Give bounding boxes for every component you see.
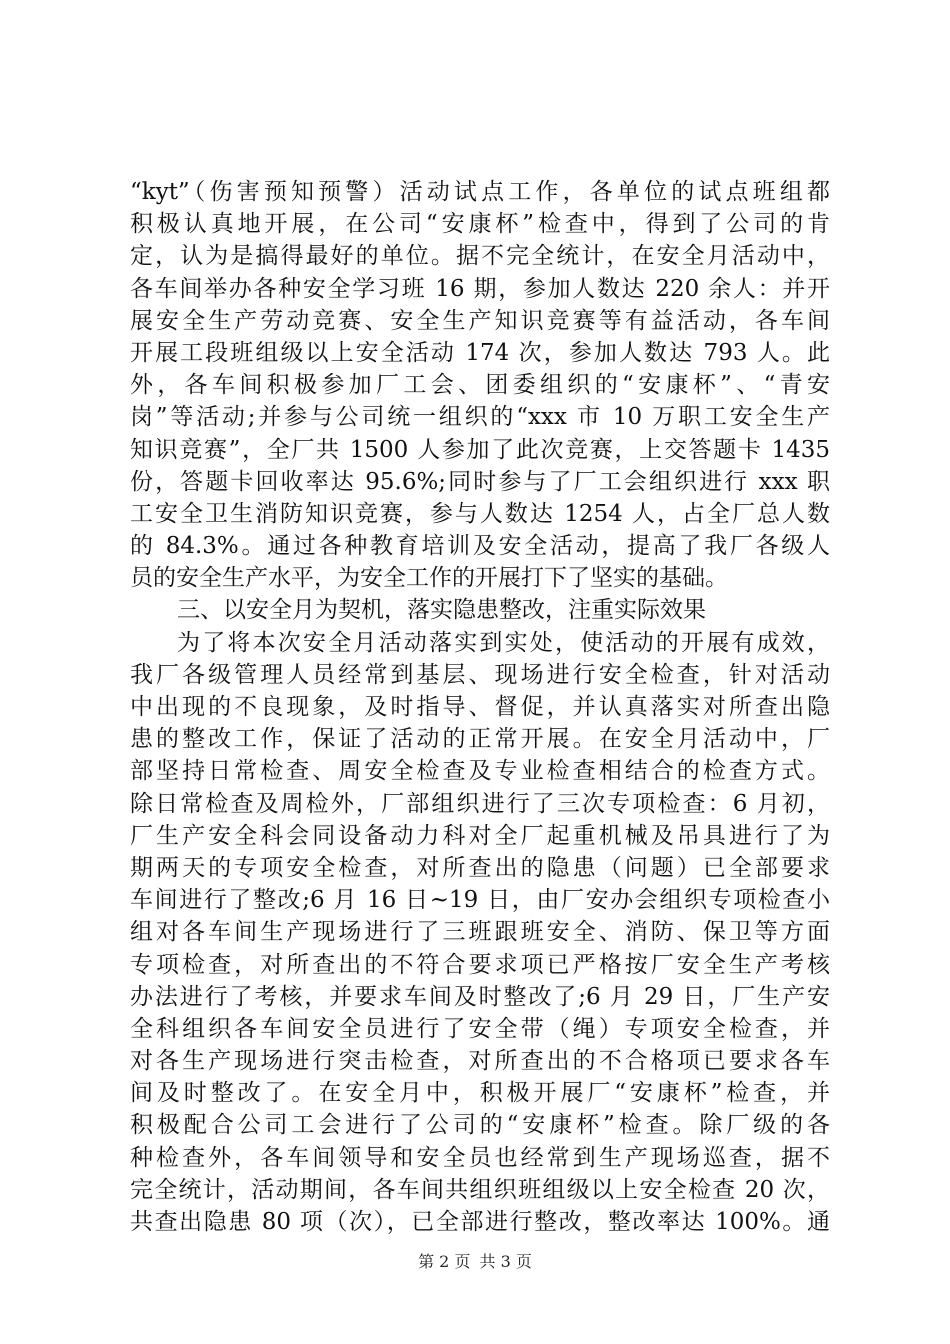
text-line: “kyt”（伤害预知预警）活动试点工作，各单位的试点班组都: [130, 179, 830, 205]
text-line: 我厂各级管理人员经常到基层、现场进行安全检查，针对活动: [130, 661, 830, 688]
page-footer: [0, 1249, 950, 1272]
document-body: [130, 176, 830, 1238]
text-line: 组对各车间生产现场进行了三班跟班安全、消防、保卫等方面: [130, 919, 830, 946]
text-line: 展安全生产劳动竞赛、安全生产知识竞赛等有益活动，各车间: [130, 307, 830, 334]
text-line: 份，答题卡回收率达 95.6%;同时参与了厂工会组织进行 xxx 职: [130, 468, 830, 495]
text-line: 共查出隐患 80 项（次），已全部进行整改，整改率达 100%。通: [130, 1209, 830, 1235]
paragraph-activities: [130, 176, 830, 594]
text-line: 中出现的不良现象，及时指导、督促，并认真落实对所查出隐: [130, 694, 830, 720]
text-line: 积极配合公司工会进行了公司的“安康杯”检查。除厂级的各: [130, 1112, 830, 1139]
section-heading: 三、以安全月为契机，落实隐患整改，注重实际效果: [177, 597, 706, 624]
text-line: 工安全卫生消防知识竞赛，参与人数达 1254 人，占全厂总人数: [130, 500, 830, 527]
text-line: 岗”等活动;并参与公司统一组织的“xxx 市 10 万职工安全生产: [130, 404, 830, 431]
text-line: 患的整改工作，保证了活动的正常开展。在安全月活动中，厂: [130, 726, 830, 753]
text-line: 员的安全生产水平，为安全工作的开展打下了坚实的基础。: [130, 565, 728, 592]
text-line: 办法进行了考核，并要求车间及时整改了;6 月 29 日，厂生产安: [130, 983, 830, 1010]
text-line: 专项检查，对所查出的不符合要求项已严格按厂安全生产考核: [130, 951, 830, 978]
text-line: 期两天的专项安全检查，对所查出的隐患（问题）已全部要求: [130, 854, 830, 881]
text-line: 各车间举办各种安全学习班 16 期，参加人数达 220 余人：并开: [130, 275, 830, 302]
text-line: 开展工段班组级以上安全活动 174 次，参加人数达 793 人。此: [130, 339, 830, 366]
text-line: 全科组织各车间安全员进行了安全带（绳）专项安全检查，并: [130, 1015, 830, 1042]
text-line: 积极认真地开展，在公司“安康杯”检查中，得到了公司的肯: [130, 211, 830, 238]
text-line: 厂生产安全科会同设备动力科对全厂起重机械及吊具进行了为: [130, 822, 830, 849]
text-line: 对各生产现场进行突击检查，对所查出的不合格项已要求各车: [130, 1048, 830, 1075]
total-pages: 共 3 页: [479, 1252, 532, 1271]
text-line: 种检查外，各车间领导和安全员也经常到生产现场巡查，据不: [130, 1144, 830, 1171]
text-line: 间及时整改了。在安全月中，积极开展厂“安康杯”检查，并: [130, 1080, 830, 1107]
paragraph-inspections: [130, 627, 830, 1239]
text-line: 的 84.3%。通过各种教育培训及安全活动，提高了我厂各级人: [130, 533, 830, 560]
text-line: 车间进行了整改;6 月 16 日~19 日，由厂安办会组织专项检查小: [130, 887, 830, 914]
text-line: 完全统计，活动期间，各车间共组织班组级以上安全检查 20 次，: [130, 1176, 830, 1203]
text-line: 外，各车间积极参加厂工会、团委组织的“安康杯”、“青安: [130, 372, 830, 399]
text-line: 知识竞赛”，全厂共 1500 人参加了此次竞赛，上交答题卡 1435: [130, 436, 830, 463]
page-number: 第 2 页: [418, 1252, 471, 1271]
text-line: 除日常检查及周检外，厂部组织进行了三次专项检查：6 月初，: [130, 790, 830, 817]
text-line: 为了将本次安全月活动落实到实处，使活动的开展有成效，: [177, 629, 830, 656]
text-line: 定，认为是搞得最好的单位。据不完全统计，在安全月活动中，: [130, 243, 830, 270]
text-line: 部坚持日常检查、周安全检查及专业检查相结合的检查方式。: [130, 758, 830, 785]
